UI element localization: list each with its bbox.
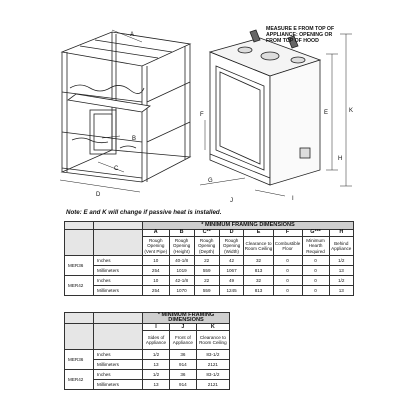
table-row — [65, 276, 354, 286]
table1-desc: Clearance to Room Ceiling — [244, 237, 273, 256]
table1-corner — [94, 222, 143, 230]
framing-dimensions-table — [64, 221, 354, 296]
cell: 254 — [143, 286, 170, 296]
table2-desc: Sides of Appliance — [143, 331, 170, 350]
table1-desc: Combustible Floor — [273, 237, 302, 256]
model-name: MER42 — [65, 276, 94, 296]
table-row — [65, 256, 354, 266]
label-h: H — [338, 156, 343, 162]
table2-letter: J — [170, 324, 197, 331]
cell: 40-1/8 — [169, 256, 194, 266]
appliance-diagram — [200, 20, 360, 205]
cell: 0 — [302, 266, 329, 276]
measure-note-line: APPLIANCE: OPENING OR — [266, 32, 333, 39]
cell: 22 — [194, 256, 219, 266]
table1-desc: Rough Opening (Vent Pipe) — [144, 238, 168, 254]
cell: 1019 — [169, 266, 194, 276]
cell: 2121 — [196, 380, 229, 390]
table1-desc: Rough Opening (Depth) — [194, 237, 219, 256]
unit-label: Inches — [94, 256, 143, 266]
cell: 0 — [302, 256, 329, 266]
cell: 42 — [219, 256, 244, 266]
label-d: D — [96, 192, 101, 197]
cell: 0 — [302, 286, 329, 296]
label-a: A — [130, 32, 135, 38]
cell: 813 — [244, 266, 273, 276]
unit-label: Millimeters — [94, 266, 143, 276]
model-name: MER42 — [65, 370, 94, 390]
cell: 36 — [170, 370, 197, 380]
cell: 13 — [143, 360, 170, 370]
table2-blank — [94, 324, 143, 350]
label-b: B — [132, 136, 137, 142]
table1-blank — [94, 230, 143, 256]
framing-enclosure-diagram — [50, 22, 200, 197]
cell: 1067 — [219, 266, 244, 276]
unit-label: Inches — [94, 350, 143, 360]
table2-desc: Front of Appliance — [170, 331, 197, 350]
cell: 13 — [329, 266, 353, 276]
cell: 1/2 — [329, 256, 353, 266]
measure-note-line: MEASURE E FROM TOP OF — [266, 26, 335, 32]
cell: 559 — [194, 266, 219, 276]
cell: 22 — [194, 276, 219, 286]
cell: 254 — [143, 266, 170, 276]
cell: 13 — [143, 380, 170, 390]
table1-corner — [65, 222, 94, 230]
measure-note-line: FROM TOP OF HOOD — [266, 38, 319, 45]
table2-letter: K — [196, 324, 229, 331]
model-name: MER36 — [65, 256, 94, 276]
cell: 42-1/8 — [169, 276, 194, 286]
label-c: C — [114, 166, 119, 172]
table2-corner — [94, 313, 143, 324]
cell: 1/2 — [143, 370, 170, 380]
table1-letter: G*** — [302, 230, 329, 237]
table1-letter: D — [219, 230, 244, 237]
table1-letter: E — [244, 230, 273, 237]
table1-desc: Minimum Hearth Required — [302, 237, 329, 256]
cell: 32 — [244, 256, 273, 266]
model-name: MER36 — [65, 350, 94, 370]
table1-blank — [65, 230, 94, 256]
table1-desc: Rough Opening (Height) — [169, 237, 194, 256]
table1-title: * MINIMUM FRAMING DIMENSIONS — [143, 222, 354, 230]
table1-letter: F — [273, 230, 302, 237]
framing-dimensions-table-2 — [64, 312, 230, 390]
cell: 10 — [143, 276, 170, 286]
label-g: G — [208, 178, 213, 184]
cell: 0 — [273, 286, 302, 296]
unit-label: Millimeters — [94, 360, 143, 370]
cell: 0 — [273, 256, 302, 266]
cell: 0 — [302, 276, 329, 286]
table1-desc: Behind Appliance — [329, 237, 353, 256]
cell: 10 — [143, 256, 170, 266]
cell: 32 — [244, 276, 273, 286]
cell: 1070 — [169, 286, 194, 296]
cell: 13 — [329, 286, 353, 296]
appliance-illustration — [200, 20, 360, 205]
cell: 914 — [170, 380, 197, 390]
cell: 36 — [170, 350, 197, 360]
table2-blank — [65, 324, 94, 350]
cell: 1245 — [219, 286, 244, 296]
label-f: F — [200, 112, 204, 118]
unit-label: Millimeters — [94, 286, 143, 296]
table-row — [65, 266, 354, 276]
cell: 914 — [170, 360, 197, 370]
passive-heat-note: Note: E and K will change if passive heat is installed. — [66, 209, 222, 216]
cell: 83-1/2 — [196, 370, 229, 380]
unit-label: Inches — [94, 276, 143, 286]
cell: 813 — [244, 286, 273, 296]
table1-letter: A — [143, 230, 170, 237]
table1-letter: B — [169, 230, 194, 237]
cell: 83-1/2 — [196, 350, 229, 360]
cell: 0 — [273, 266, 302, 276]
cell: 2121 — [196, 360, 229, 370]
table-row — [65, 350, 230, 360]
cell: 1/2 — [329, 276, 353, 286]
table1-desc: Rough Opening (Width) — [219, 237, 244, 256]
unit-label: Inches — [94, 370, 143, 380]
cell: 1/2 — [143, 350, 170, 360]
cell: 49 — [219, 276, 244, 286]
label-e: E — [324, 110, 329, 116]
cell: 0 — [273, 276, 302, 286]
label-i: I — [292, 196, 294, 202]
table1-letter: H — [329, 230, 353, 237]
table-row — [65, 370, 230, 380]
framing-enclosure-illustration — [50, 22, 200, 197]
unit-label: Millimeters — [94, 380, 143, 390]
table2-letter: I — [143, 324, 170, 331]
cell: 559 — [194, 286, 219, 296]
table-row — [65, 286, 354, 296]
table2-desc: Clearance to Room Ceiling — [196, 331, 229, 350]
table2-title: * MINIMUM FRAMING DIMENSIONS — [143, 313, 230, 324]
table1-letter: C** — [194, 230, 219, 237]
label-k: K — [349, 108, 354, 114]
table2-corner — [65, 313, 94, 324]
measure-e-note — [266, 26, 346, 45]
label-j: J — [230, 198, 233, 204]
